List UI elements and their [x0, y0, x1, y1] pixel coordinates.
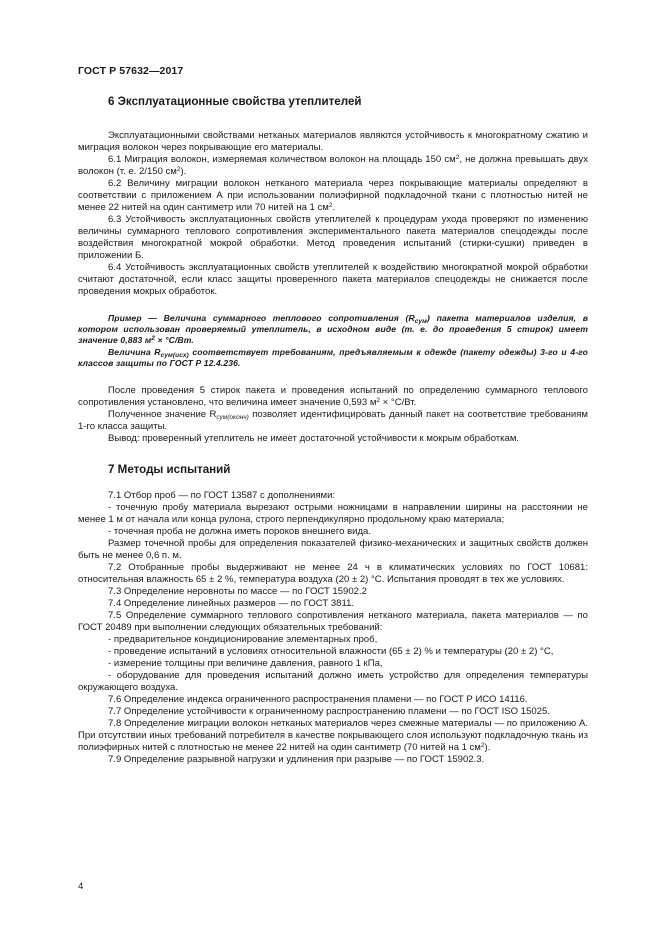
clause-7-7: 7.7 Определение устойчивости к ограниченному распространению пламени — по ГОСТ ISO 15025. — [108, 706, 550, 718]
clause-6-3: 6.3 Устойчивость эксплуатационных свойств утеплителей к процедурам ухода проверяют по изменению величины суммарного теплового сопротивления экспериментального пакета материалов спецодежды после воздействия многократной мокрой обработки. Метод проведения испытаний (стирки-сушки) приведен в приложении Б. — [78, 214, 588, 261]
clause-7-6: 7.6 Определение индекса ограниченного распространения пламени — по ГОСТ Р ИСО 14116. — [108, 694, 528, 706]
section-6-title: 6 Эксплуатационные свойства утеплителей — [108, 95, 362, 108]
clause-6-1: 6.1 Миграция волокон, измеряемая количеством волокон на площадь 150 $см^2$, не должна превышать двух волокон (т. е. 2/150 $см^2$). — [78, 154, 588, 177]
clause-7-5-item: - предварительное кондиционирование элементарных проб, — [108, 634, 378, 646]
clause-7-5-item: - оборудование для проведения испытаний должно иметь устройство для определения температуры окружающего воздуха. — [78, 670, 588, 694]
clause-7-4: 7.4 Определение линейных размеров — по ГОСТ 3811. — [108, 598, 355, 610]
clause-7-8: 7.8 Определение миграции волокон нетканых материалов через смежные материалы — по приложению А. При отсутствии иных требований потребителя в качестве покрывающего слоя используют подкладочную ткань из полиэфирных нитей с плотностью не менее 22 нитей на один сантиметр (70 нитей на 1 $см^2$). — [78, 718, 588, 754]
section-6-intro: Эксплуатационными свойствами нетканых материалов являются устойчивость к многократному сжатию и миграция волокон через покрывающие его материалы. — [78, 130, 588, 153]
example-note-value: Величина $R_{сум(исх)}$ соответствует требованиям, предъявляемым к одежде (пакету одежды) 3-го и 4-го классов защиты по ГОСТ Р 12.4.236. — [78, 346, 589, 368]
clause-7-9: 7.9 Определение разрывной нагрузки и удлинения при разрыве — по ГОСТ 15902.3. — [108, 754, 485, 766]
clause-7-5: 7.5 Определение суммарного теплового сопротивления нетканого материала, пакета материалов — по ГОСТ 20489 при выполнении следующих обязательных требований: — [78, 610, 588, 634]
page-number: 4 — [78, 881, 84, 892]
standard-header: ГОСТ Р 57632—2017 — [78, 65, 184, 77]
clause-6-2: 6.2 Величину миграции волокон нетканого материала через покрывающие материалы определяют в соответствии с приложением А при использовании полиэфирной подкладочной ткани с плотностью нитей не менее 22 нитей на один сантиметр или 70 нитей на 1 $см^2$. — [78, 178, 588, 213]
result-paragraph: После проведения 5 стирок пакета и проведения испытаний по определению суммарного теплового сопротивления установлено, что величина имеет значение 0,593 $м^2 \times ^\circ С/Вт$. — [78, 385, 588, 409]
conclusion-paragraph: Вывод: проверенный утеплитель не имеет достаточной устойчивости к мокрым обработкам. — [108, 433, 520, 445]
section-7-title: 7 Методы испытаний — [108, 463, 231, 477]
final-value-paragraph: Полученное значение $R_{сум(оконч)}$ позволяет идентифицировать данный пакет на соответствие требованиям 1-го класса защиты. — [78, 409, 588, 433]
clause-7-1-item: - точечную пробу материала вырезают острыми ножницами в направлении ширины на расстоянии не менее 1 м от начала или конца рулона, строго перпендикулярно продольному краю материала; — [78, 502, 588, 526]
clause-7-1-item: - точечная проба не должна иметь пороков внешнего вида. — [108, 526, 372, 538]
clause-6-4: 6.4 Устойчивость эксплуатационных свойств утеплителей к воздействию многократной мокрой обработки считают достаточной, если класс защиты проверенного пакета материалов спецодежды не снижается после проведения мокрых обработок. — [78, 262, 588, 297]
clause-7-1-note: Размер точечной пробы для определения показателей физико-механических и защитных свойств должен быть не менее 0,6 п. м. — [78, 538, 588, 562]
clause-7-5-item: - измерение толщины при величине давления, равного 1 кПа, — [108, 658, 383, 670]
clause-7-5-item: - проведение испытаний в условиях относительной влажности (65 ± 2) % и температуры (20 ± 2) °С, — [108, 646, 554, 658]
clause-7-3: 7.3 Определение неровноты по массе — по ГОСТ 15902.2 — [108, 586, 367, 598]
clause-7-2: 7.2 Отобранные пробы выдерживают не менее 24 ч в климатических условиях по ГОСТ 10681: относительная влажность 65 ± 2 %, температура воздуха (20 ± 2) °С. Испытания проводят в тех же условиях. — [78, 562, 588, 586]
page-content — [78, 88, 588, 766]
clause-7-1: 7.1 Отбор проб — по ГОСТ 13587 с дополнениями: — [108, 490, 336, 502]
example-note: Пример — Величина суммарного теплового сопротивления $(R_{сум})$ пакета материалов изделия, в котором использован проверяемый утеплитель, в исходном виде (т. е. до проведения 5 стирок) имеет значение 0,883 $м^2 \times ^\circ С/Вт$. — [78, 313, 588, 346]
